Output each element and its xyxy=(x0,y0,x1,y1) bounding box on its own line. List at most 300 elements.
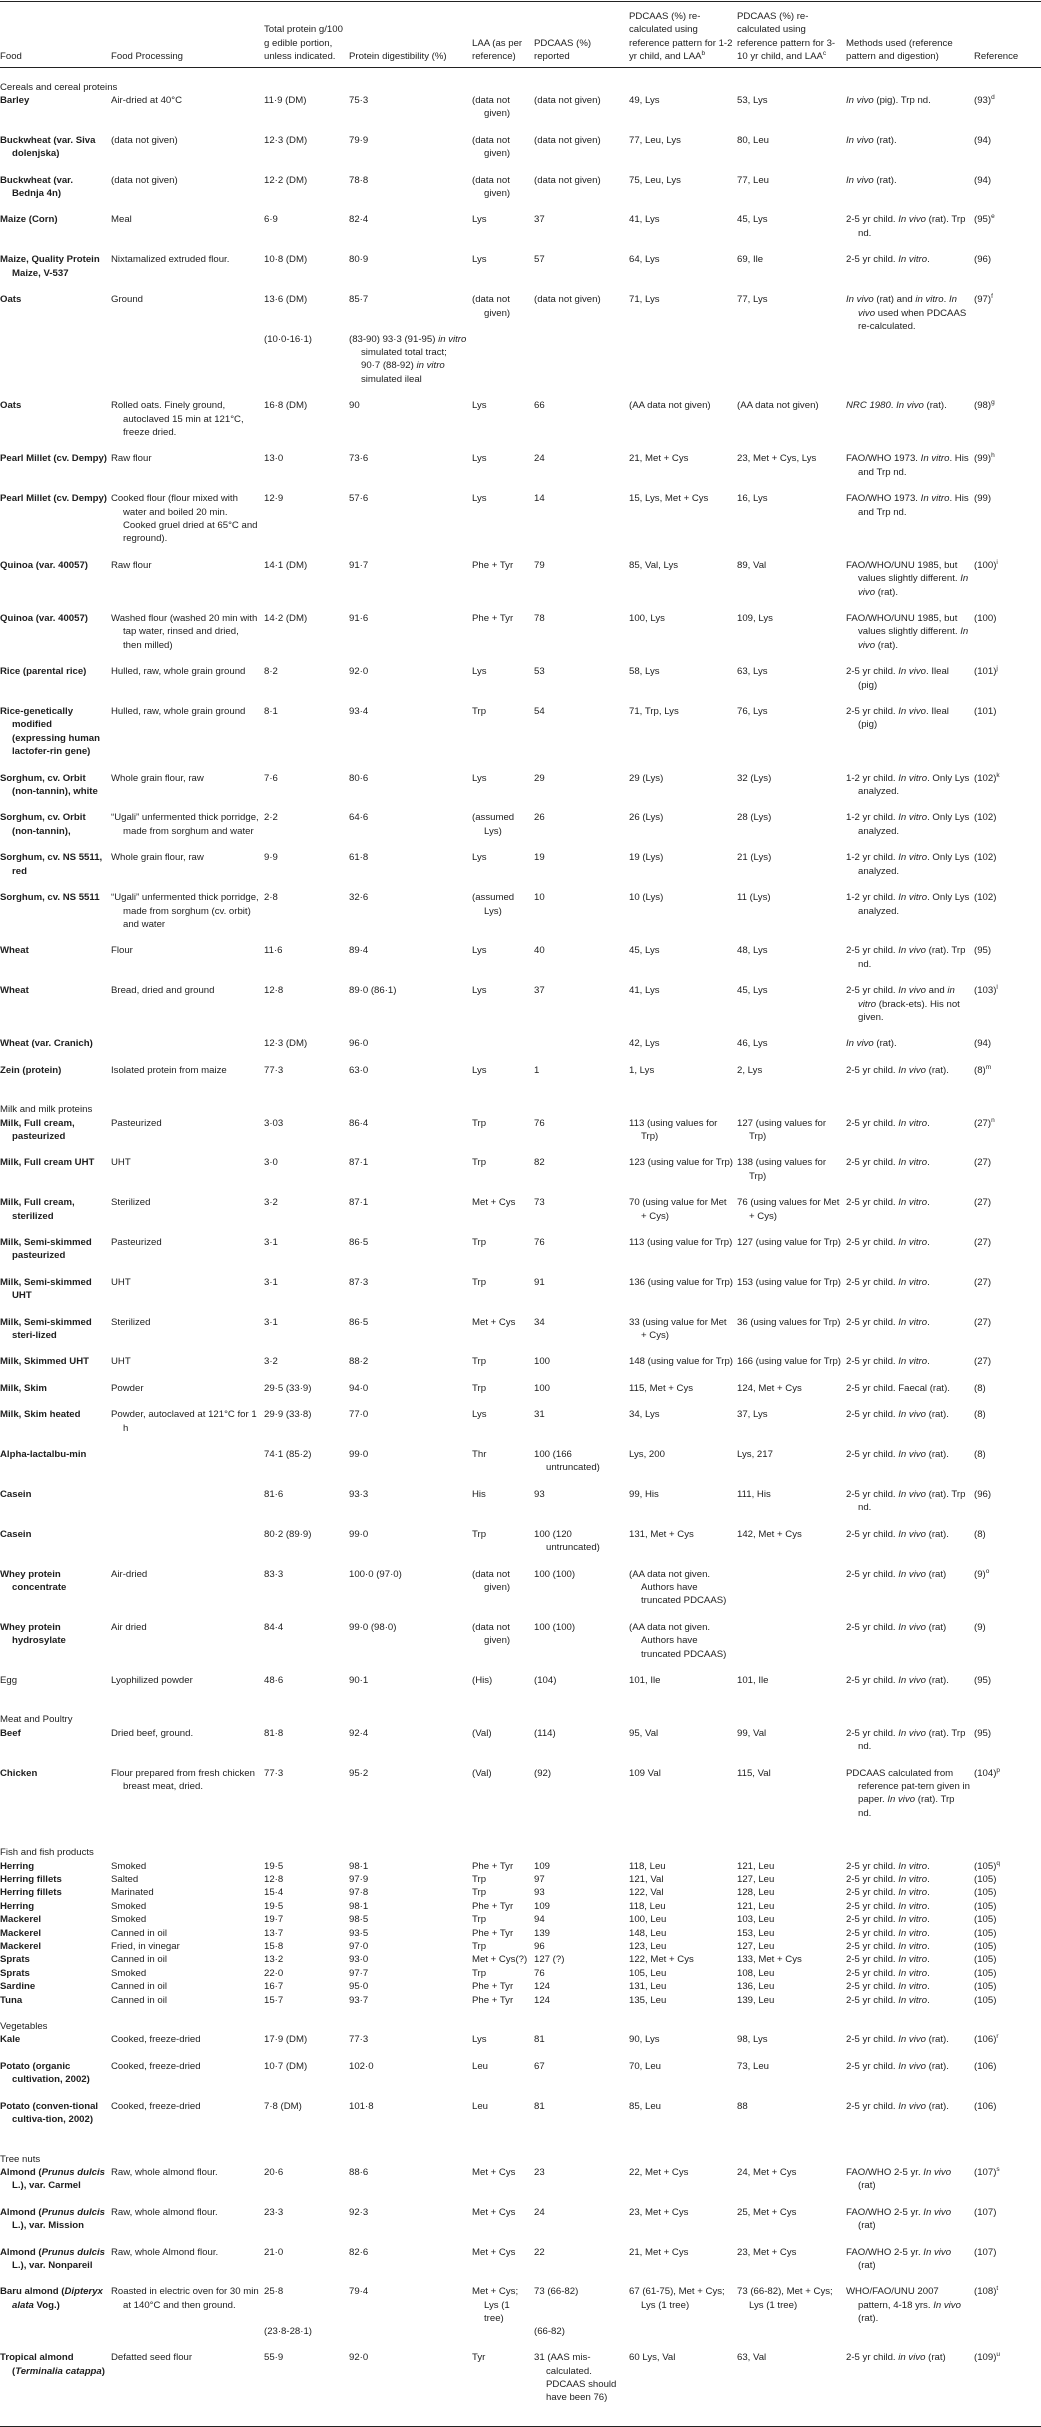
food-cell xyxy=(0,94,111,134)
pdcaas-3-10-cell-text: 139, Leu xyxy=(737,1994,775,2006)
food-cell-text: Chicken xyxy=(0,1767,38,1779)
processing-cell xyxy=(111,1953,264,1966)
header-pdcaas-1-2-text: PDCAAS (%) re-calculated using reference pattern for 1-2 yr child, and LAA xyxy=(629,11,733,63)
methods-cell-text: 2-5 yr child. In vivo (rat). Trp nd. xyxy=(846,1727,966,1753)
protein-cell-text: 8·2 xyxy=(264,666,278,678)
pdcaas-1-2-cell xyxy=(629,1980,737,1993)
food-cell xyxy=(0,1117,111,1157)
processing-cell-text: Powder xyxy=(111,1382,144,1394)
pdcaas-1-2-cell xyxy=(629,1488,737,1528)
pdcaas-reported-cell xyxy=(534,1568,629,1621)
table-row xyxy=(0,2033,1041,2059)
pdcaas-3-10-cell xyxy=(737,1316,846,1356)
reference-cell xyxy=(974,134,1041,174)
pdcaas-1-2-cell-text: 41, Lys xyxy=(629,985,660,997)
pdcaas-3-10-cell xyxy=(737,1913,846,1926)
pdcaas-reported-cell-text: 109 xyxy=(534,1900,551,1912)
methods-cell xyxy=(846,1408,974,1448)
methods-cell-text: 2-5 yr child. In vivo (rat). xyxy=(846,1528,949,1540)
food-cell-text: Kale xyxy=(0,2034,21,2046)
laa-cell xyxy=(472,1727,534,1767)
methods-cell-text: PDCAAS calculated from reference pat-tern given in paper. In vivo (rat). Trp nd. xyxy=(846,1767,970,1819)
pdcaas-1-2-cell-text: 122, Val xyxy=(629,1887,664,1899)
pdcaas-3-10-cell xyxy=(737,1953,846,1966)
pdcaas-reported-cell-text: 34 xyxy=(534,1316,545,1328)
pdcaas-3-10-cell xyxy=(737,1196,846,1236)
processing-cell-text: Cooked flour (flour mixed with water and boiled 20 min. Cooked gruel dried at 65°C and reground). xyxy=(111,493,258,545)
protein-cell-text: 8·1 xyxy=(264,706,278,718)
pdcaas-reported-cell xyxy=(534,2100,629,2140)
reference-cell xyxy=(974,1674,1041,1700)
methods-cell xyxy=(846,944,974,984)
methods-cell xyxy=(846,2206,974,2246)
pdcaas-reported-cell xyxy=(534,2351,629,2418)
protein-cell xyxy=(264,1528,349,1568)
digestibility-cell xyxy=(349,984,472,1037)
methods-cell xyxy=(846,2246,974,2286)
laa-cell-text: Trp xyxy=(472,1874,487,1885)
methods-cell xyxy=(846,1064,974,1090)
laa-cell xyxy=(472,1860,534,1873)
methods-cell-text: 2-5 yr child. In vivo. Ileal (pig) xyxy=(846,706,949,731)
digestibility-cell-text: 89·0 (86·1) xyxy=(349,985,397,997)
table-row xyxy=(0,705,1041,772)
methods-cell xyxy=(846,1196,974,1236)
protein-cell-text: 19·5 xyxy=(264,1900,284,1912)
digestibility-cell xyxy=(349,2100,472,2140)
reference-number: (102) xyxy=(974,812,997,824)
table-row xyxy=(0,811,1041,851)
pdcaas-reported-cell xyxy=(534,1355,629,1381)
laa-cell xyxy=(472,811,534,851)
processing-cell xyxy=(111,772,264,812)
laa-cell xyxy=(472,772,534,812)
pdcaas-1-2-cell-text: 99, His xyxy=(629,1488,659,1500)
methods-cell-text: 2-5 yr child. In vitro. xyxy=(846,1117,930,1129)
processing-cell xyxy=(111,2206,264,2246)
pdcaas-reported-cell xyxy=(534,1953,629,1966)
pdcaas-1-2-cell xyxy=(629,2246,737,2286)
pdcaas-reported-cell xyxy=(534,1940,629,1953)
section-header-row xyxy=(0,1833,1041,1859)
laa-cell-text: Lys xyxy=(472,772,487,784)
pdcaas-3-10-cell-text: 109, Lys xyxy=(737,613,773,624)
pdcaas-1-2-cell xyxy=(629,559,737,612)
reference-cell xyxy=(974,452,1041,492)
processing-cell-text: “Ugali” unfermented thick porridge, made from sorghum (cv. orbit) and water xyxy=(111,892,259,930)
processing-cell-text: Marinated xyxy=(111,1887,154,1899)
pdcaas-1-2-cell xyxy=(629,1408,737,1448)
pdcaas-1-2-cell-text: 113 (using value for Trp) xyxy=(629,1237,733,1248)
digestibility-cell-text: 95·2 xyxy=(349,1767,369,1779)
food-cell-text: Milk, Full cream, pasteurized xyxy=(0,1117,75,1142)
pdcaas-reported-cell-text: (92) xyxy=(534,1767,552,1779)
pdcaas-3-10-cell-text: 25, Met + Cys xyxy=(737,2206,797,2218)
reference-number: (95) xyxy=(974,1674,992,1686)
section-title-text: Vegetables xyxy=(0,2021,48,2033)
digestibility-cell xyxy=(349,1674,472,1700)
reference-cell xyxy=(974,1767,1041,1834)
protein-cell-text: 17·9 (DM) xyxy=(264,2034,308,2046)
pdcaas-reported-cell xyxy=(534,2246,629,2286)
pdcaas-reported-cell xyxy=(534,492,629,559)
methods-cell xyxy=(846,2166,974,2206)
reference-cell xyxy=(974,944,1041,984)
pdcaas-reported-cell xyxy=(534,1528,629,1568)
pdcaas-1-2-cell-text: 131, Met + Cys xyxy=(629,1528,694,1540)
pdcaas-1-2-cell-text: 21, Met + Cys xyxy=(629,2246,689,2258)
digestibility-cell-text: 87·3 xyxy=(349,1276,369,1288)
section-title-text: Milk and milk proteins xyxy=(0,1104,93,1116)
digestibility-cell xyxy=(349,2285,472,2351)
digestibility-cell xyxy=(349,1886,472,1899)
pdcaas-3-10-cell-text: 28 (Lys) xyxy=(737,812,772,824)
table-row xyxy=(0,891,1041,944)
processing-cell-text: Cooked, freeze-dried xyxy=(111,2034,201,2046)
pdcaas-reported-cell-text: 19 xyxy=(534,852,545,864)
laa-cell xyxy=(472,984,534,1037)
digestibility-cell xyxy=(349,772,472,812)
protein-cell-text: 12·8 xyxy=(264,1874,284,1885)
laa-cell xyxy=(472,1913,534,1926)
laa-cell xyxy=(472,1276,534,1316)
methods-cell-text: FAO/WHO/UNU 1985, but values slightly different. In vivo (rat). xyxy=(846,559,969,598)
food-cell xyxy=(0,492,111,559)
digestibility-cell-text: 64·6 xyxy=(349,812,369,824)
pdcaas-1-2-cell xyxy=(629,1940,737,1953)
pdcaas-3-10-cell xyxy=(737,2166,846,2206)
pdcaas-reported-cell-text: (data not given) xyxy=(534,294,601,306)
pdcaas-3-10-cell xyxy=(737,1621,846,1674)
digestibility-cell xyxy=(349,1037,472,1063)
pdcaas-reported-cell xyxy=(534,1488,629,1528)
processing-cell xyxy=(111,134,264,174)
section-title-text: Fish and fish products xyxy=(0,1847,94,1859)
pdcaas-1-2-cell xyxy=(629,2285,737,2351)
laa-cell xyxy=(472,492,534,559)
reference-number: (99) xyxy=(974,493,992,505)
pdcaas-3-10-cell-text: 53, Lys xyxy=(737,95,768,107)
pdcaas-reported-cell-extra: (66-82) xyxy=(534,2325,565,2337)
food-cell xyxy=(0,1382,111,1408)
pdcaas-reported-cell-text: 100 (120 untruncated) xyxy=(534,1528,600,1554)
laa-cell-text: Phe + Tyr xyxy=(472,1994,514,2006)
methods-cell xyxy=(846,1037,974,1063)
reference-cell xyxy=(974,2166,1041,2206)
food-cell-text: Sprats xyxy=(0,1954,30,1966)
reference-cell xyxy=(974,705,1041,772)
food-cell xyxy=(0,1196,111,1236)
pdcaas-1-2-cell-text: 122, Met + Cys xyxy=(629,1954,694,1966)
table-row xyxy=(0,2060,1041,2100)
reference-cell xyxy=(974,174,1041,214)
reference-number: (100) xyxy=(974,559,997,571)
pdcaas-1-2-cell xyxy=(629,1382,737,1408)
table-row xyxy=(0,772,1041,812)
pdcaas-reported-cell-text: 73 (66-82) xyxy=(534,2286,579,2298)
header-pdcaas-reported: PDCAAS (%) reported xyxy=(534,2,629,67)
header-processing: Food Processing xyxy=(111,2,264,67)
protein-cell-text: 55·9 xyxy=(264,2352,284,2364)
methods-cell-text: 2-5 yr child. In vitro. xyxy=(846,1874,930,1885)
methods-cell xyxy=(846,665,974,705)
laa-cell-text: Trp xyxy=(472,1887,487,1899)
reference-number: (106) xyxy=(974,2034,997,2046)
pdcaas-reported-cell-text: 57 xyxy=(534,254,545,266)
pdcaas-1-2-cell-text: 85, Leu xyxy=(629,2100,662,2112)
protein-cell xyxy=(264,1980,349,1993)
methods-cell xyxy=(846,1953,974,1966)
protein-cell-text: 12·2 (DM) xyxy=(264,174,308,186)
pdcaas-3-10-cell-text: 89, Val xyxy=(737,559,767,571)
laa-cell xyxy=(472,253,534,293)
protein-cell-text: 12·9 xyxy=(264,493,284,505)
food-cell xyxy=(0,1528,111,1568)
protein-cell-text: 11·9 (DM) xyxy=(264,95,307,107)
reference-number: (105) xyxy=(974,1874,997,1885)
reference-cell xyxy=(974,2100,1041,2140)
protein-cell-text: 13·0 xyxy=(264,453,284,465)
protein-cell-text: 12·8 xyxy=(264,985,284,997)
reference-number: (102) xyxy=(974,772,997,784)
pdcaas-reported-cell-text: 100 xyxy=(534,1356,551,1368)
digestibility-cell-text: 97·0 xyxy=(349,1941,369,1953)
reference-number: (8) xyxy=(974,1409,986,1421)
pdcaas-1-2-cell-text: 123, Leu xyxy=(629,1941,667,1953)
pdcaas-1-2-cell xyxy=(629,1568,737,1621)
reference-cell xyxy=(974,1408,1041,1448)
section-title-text: Cereals and cereal proteins xyxy=(0,81,118,93)
pdcaas-3-10-cell xyxy=(737,612,846,665)
laa-cell-text: Met + Cys(?) xyxy=(472,1954,528,1966)
methods-cell xyxy=(846,293,974,399)
food-cell xyxy=(0,2351,111,2418)
protein-cell-text: 2·2 xyxy=(264,812,278,824)
pdcaas-reported-cell-text: 53 xyxy=(534,666,545,678)
table-row xyxy=(0,2246,1041,2286)
protein-cell-text: 3·1 xyxy=(264,1237,278,1248)
processing-cell-text: Smoked xyxy=(111,1914,147,1926)
laa-cell-text: Trp xyxy=(472,1528,487,1540)
pdcaas-3-10-cell-text: Lys, 217 xyxy=(737,1449,773,1461)
food-cell xyxy=(0,2246,111,2286)
pdcaas-3-10-cell-text: 121, Leu xyxy=(737,1900,775,1912)
footnote-marker: o xyxy=(985,1567,990,1575)
laa-cell-text: Met + Cys xyxy=(472,2166,516,2178)
laa-cell-text: Tyr xyxy=(472,2352,486,2364)
laa-cell-text: (data not given) xyxy=(472,95,511,120)
food-cell-text: Rice-genetically modified (expressing human lactofer-rin gene) xyxy=(0,706,100,758)
table-row xyxy=(0,1528,1041,1568)
table-row xyxy=(0,1568,1041,1621)
methods-cell xyxy=(846,811,974,851)
protein-cell xyxy=(264,399,349,452)
methods-cell xyxy=(846,1382,974,1408)
methods-cell xyxy=(846,134,974,174)
methods-cell-text: In vivo (rat). xyxy=(846,174,897,186)
food-cell xyxy=(0,1488,111,1528)
pdcaas-reported-cell-text: 93 xyxy=(534,1488,545,1500)
methods-cell xyxy=(846,1355,974,1381)
pdcaas-1-2-cell xyxy=(629,2060,737,2100)
methods-cell-text: 2-5 yr child. In vitro. xyxy=(846,1887,930,1899)
pdcaas-3-10-cell xyxy=(737,174,846,214)
methods-cell xyxy=(846,253,974,293)
pdcaas-reported-cell xyxy=(534,944,629,984)
protein-cell-text: 19·5 xyxy=(264,1860,284,1872)
pdcaas-reported-cell-text: 1 xyxy=(534,1064,540,1076)
laa-cell-text: Lys xyxy=(472,493,487,505)
processing-cell xyxy=(111,1528,264,1568)
reference-cell xyxy=(974,253,1041,293)
pdcaas-1-2-cell xyxy=(629,665,737,705)
table-row xyxy=(0,1967,1041,1980)
table-row xyxy=(0,851,1041,891)
laa-cell xyxy=(472,1488,534,1528)
pdcaas-reported-cell xyxy=(534,1980,629,1993)
processing-cell-text: Flour prepared from fresh chicken breast meat, dried. xyxy=(111,1767,255,1792)
pdcaas-1-2-cell-text: 113 (using values for Trp) xyxy=(629,1117,718,1142)
food-cell xyxy=(0,1276,111,1316)
digestibility-cell-text: 88·6 xyxy=(349,2166,369,2178)
digestibility-cell-text: 100·0 (97·0) xyxy=(349,1568,402,1580)
table-row xyxy=(0,1276,1041,1316)
digestibility-cell-text: 92·0 xyxy=(349,2352,369,2364)
processing-cell-text: Raw, whole almond flour. xyxy=(111,2166,218,2178)
laa-cell-text: Lys xyxy=(472,985,487,997)
reference-cell xyxy=(974,492,1041,559)
digestibility-cell-text: 75·3 xyxy=(349,95,369,107)
laa-cell xyxy=(472,1382,534,1408)
pdcaas-3-10-cell-text: 153, Leu xyxy=(737,1927,775,1939)
pdcaas-1-2-cell-text: 21, Met + Cys xyxy=(629,453,689,465)
food-cell xyxy=(0,1568,111,1621)
methods-cell-text: 2-5 yr child. In vitro. xyxy=(846,1994,930,2006)
methods-cell-text: FAO/WHO 1973. In vitro. His and Trp nd. xyxy=(846,493,969,518)
processing-cell-text: Washed flour (washed 20 min with tap water, rinsed and dried, then milled) xyxy=(111,613,258,651)
pdcaas-3-10-cell xyxy=(737,1276,846,1316)
header-row xyxy=(0,2,1041,67)
pdcaas-reported-cell xyxy=(534,399,629,452)
reference-number: (101) xyxy=(974,666,997,678)
pdcaas-reported-cell xyxy=(534,984,629,1037)
pdcaas-1-2-cell xyxy=(629,213,737,253)
food-cell xyxy=(0,2060,111,2100)
pdcaas-reported-cell-text: (data not given) xyxy=(534,174,601,186)
pdcaas-reported-cell-text: 66 xyxy=(534,400,545,412)
processing-cell xyxy=(111,811,264,851)
pdcaas-3-10-cell xyxy=(737,1236,846,1276)
reference-cell xyxy=(974,851,1041,891)
processing-cell xyxy=(111,253,264,293)
protein-cell xyxy=(264,1064,349,1090)
laa-cell xyxy=(472,1953,534,1966)
pdcaas-3-10-cell xyxy=(737,1037,846,1063)
food-cell xyxy=(0,1927,111,1940)
reference-number: (93) xyxy=(974,95,992,107)
reference-cell xyxy=(974,1953,1041,1966)
reference-number: (96) xyxy=(974,1488,992,1500)
pdcaas-3-10-cell xyxy=(737,134,846,174)
pdcaas-reported-cell xyxy=(534,2206,629,2246)
protein-cell xyxy=(264,851,349,891)
pdcaas-1-2-cell xyxy=(629,1316,737,1356)
laa-cell xyxy=(472,891,534,944)
food-cell xyxy=(0,1674,111,1700)
laa-cell xyxy=(472,213,534,253)
methods-cell xyxy=(846,559,974,612)
footnote-marker: h xyxy=(991,452,995,460)
pdcaas-1-2-cell xyxy=(629,399,737,452)
reference-cell xyxy=(974,559,1041,612)
processing-cell-text: Lyophilized powder xyxy=(111,1674,193,1686)
digestibility-cell-text: 82·6 xyxy=(349,2246,369,2258)
processing-cell xyxy=(111,1873,264,1886)
section-header-row xyxy=(0,2140,1041,2166)
processing-cell-text: Defatted seed flour xyxy=(111,2352,193,2364)
protein-cell xyxy=(264,1355,349,1381)
food-cell-text: Mackerel xyxy=(0,1941,42,1953)
pdcaas-3-10-cell-text: 103, Leu xyxy=(737,1914,775,1926)
digestibility-cell xyxy=(349,891,472,944)
laa-cell-text: His xyxy=(472,1488,486,1500)
processing-cell-text: Raw, whole Almond flour. xyxy=(111,2246,219,2258)
food-cell xyxy=(0,1037,111,1063)
pdcaas-3-10-cell-text: (AA data not given) xyxy=(737,400,819,412)
digestibility-cell xyxy=(349,1860,472,1873)
laa-cell xyxy=(472,1355,534,1381)
pdcaas-reported-cell-text: 100 (166 untruncated) xyxy=(534,1449,600,1474)
methods-cell-text: In vivo (rat). xyxy=(846,1038,897,1050)
processing-cell-text: Flour xyxy=(111,945,133,957)
processing-cell-text: Nixtamalized extruded flour. xyxy=(111,254,230,266)
pdcaas-reported-cell-text: 10 xyxy=(534,892,545,904)
processing-cell xyxy=(111,1196,264,1236)
food-cell xyxy=(0,253,111,293)
reference-number: (101) xyxy=(974,706,997,718)
processing-cell-text: Powder, autoclaved at 121°C for 1 h xyxy=(111,1409,257,1434)
pdcaas-reported-cell xyxy=(534,612,629,665)
pdcaas-1-2-cell xyxy=(629,1900,737,1913)
digestibility-cell xyxy=(349,944,472,984)
food-cell xyxy=(0,293,111,399)
reference-cell xyxy=(974,2206,1041,2246)
methods-cell-text: 2-5 yr child. In vivo (rat). Trp nd. xyxy=(846,1488,966,1514)
pdcaas-reported-cell xyxy=(534,1621,629,1674)
methods-cell-text: FAO/WHO 2-5 yr. In vivo (rat) xyxy=(846,2206,952,2232)
methods-cell-text: 2-5 yr child. In vitro. xyxy=(846,1954,930,1966)
digestibility-cell-text: 98·1 xyxy=(349,1900,369,1912)
pdcaas-reported-cell xyxy=(534,1727,629,1767)
pdcaas-reported-cell-text: 109 xyxy=(534,1860,551,1872)
pdcaas-1-2-cell xyxy=(629,705,737,772)
processing-cell-text: Smoked xyxy=(111,1967,147,1979)
reference-cell xyxy=(974,293,1041,399)
methods-cell xyxy=(846,705,974,772)
processing-cell-text: Canned in oil xyxy=(111,1981,168,1993)
digestibility-cell xyxy=(349,2033,472,2059)
methods-cell-text: 2-5 yr child. In vitro. xyxy=(846,1927,930,1939)
food-cell xyxy=(0,2206,111,2246)
laa-cell-text: (data not given) xyxy=(472,294,511,319)
table-row xyxy=(0,1382,1041,1408)
digestibility-cell xyxy=(349,612,472,665)
pdcaas-3-10-cell-text: 80, Leu xyxy=(737,134,770,146)
protein-cell xyxy=(264,2033,349,2059)
laa-cell-text: Phe + Tyr xyxy=(472,1860,514,1872)
pdcaas-reported-cell xyxy=(534,1767,629,1834)
processing-cell xyxy=(111,1767,264,1834)
